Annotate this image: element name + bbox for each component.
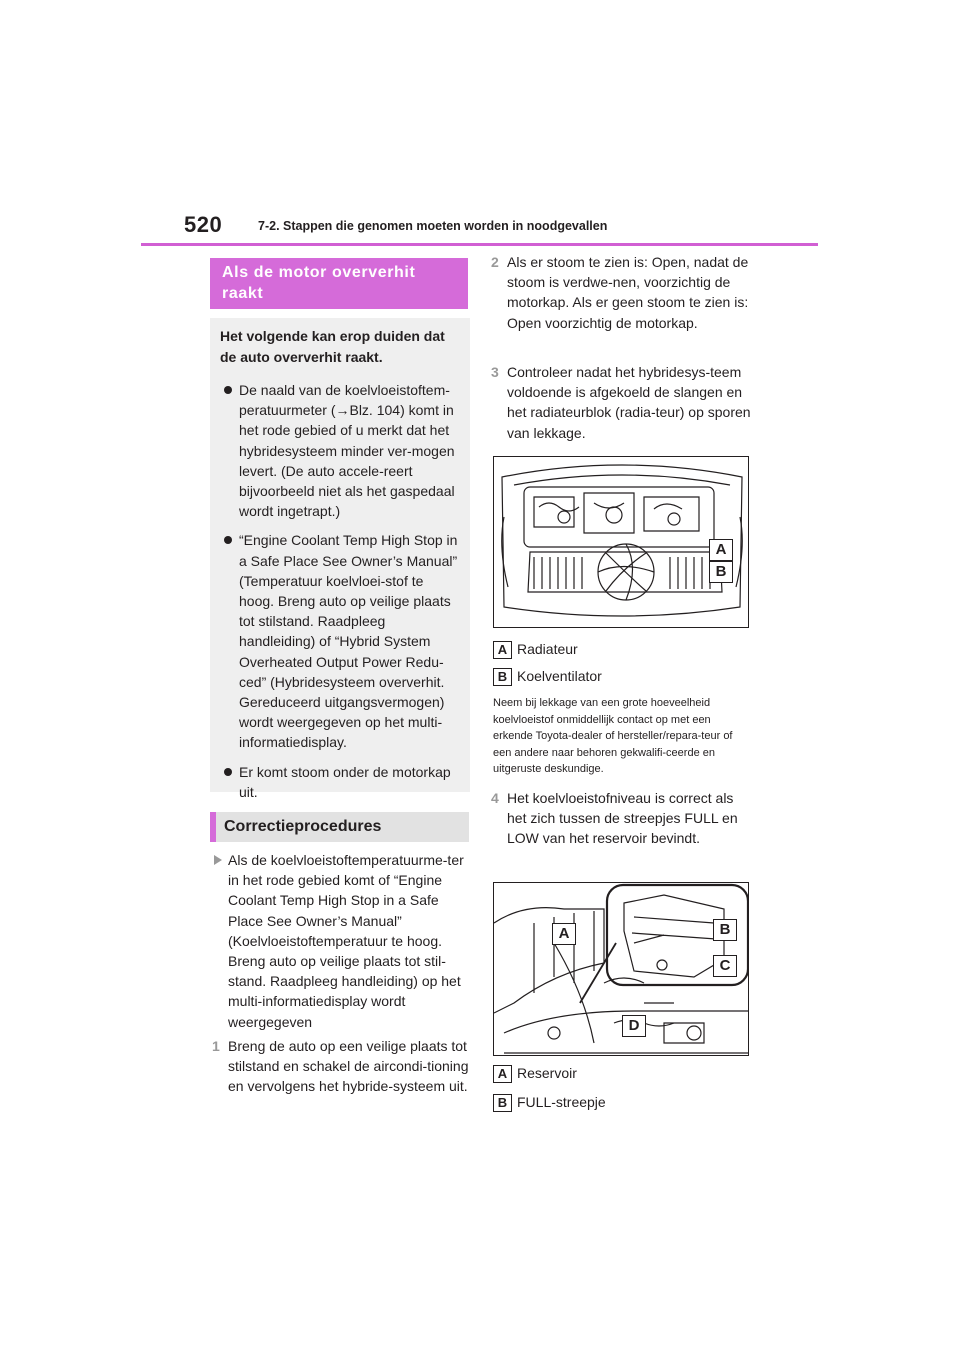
step-text: Als er stoom te zien is: Open, nadat de stoom is verdwe-nen, voorzichtig de motorkap. Als er geen stoom te zien is: Open voorzichtig de motorkap. [507, 254, 749, 331]
callout-b: B [713, 919, 737, 941]
legend-label: FULL-streepje [517, 1094, 606, 1110]
callout-d: D [622, 1015, 646, 1037]
step-3 [491, 362, 751, 450]
section-heading-procedures: Correctieprocedures [210, 812, 469, 842]
symptoms-box [210, 318, 470, 800]
leak-note: Neem bij lekkage van een grote hoeveelheid koelvloeistof onmiddellijk contact op met een erkende Toyota-dealer of hersteller/repara-teur of een andere naar behoren gekwalifi-ceerde en uitgeruste deskundige. [493, 697, 733, 776]
step-number: 2 [491, 254, 499, 270]
symptom-item: “Engine Coolant Temp High Stop in a Safe Place See Owner’s Manual” (Temperatuur koelvloei-stof te hoog. Breng auto op veilige plaats tot stilstand. Raadpleeg handleiding) of “Hybrid System Overheated Output Power Redu-ced” (Hybridesysteem oververhit. Gereduceerd uitgangsvermogen) wordt weergegeven op het multi-informatiedisplay. [220, 530, 460, 752]
chapter-title: 7-2. Stappen die genomen moeten worden in noodgevallen [258, 219, 608, 233]
step-text: Het koelvloeistofniveau is correct als het zich tussen de streepjes FULL en LOW van het reservoir bevindt. [507, 790, 738, 847]
procedure-left-column [212, 850, 470, 1103]
step-2 [491, 252, 751, 340]
callout-c: C [713, 955, 737, 977]
legend-label: Reservoir [517, 1065, 577, 1081]
legend-key: B [493, 1094, 512, 1112]
legend-label: Koelventilator [517, 668, 602, 684]
step-number: 4 [491, 790, 499, 806]
step-1 [212, 1036, 470, 1097]
step-number: 3 [491, 364, 499, 380]
symptoms-intro: Het volgende kan erop duiden dat de auto oververhit raakt. [220, 328, 445, 365]
symptom-item: De naald van de koelvloeistoftem-peratuurmeter (→Blz. 104) komt in het rode gebied of u merkt dat het hybridesysteem minder ver-mogen levert. (De auto accele-reert bijvoorbeeld niet als het gaspedaal wordt ingetrapt.) [220, 380, 460, 521]
engine-bay-illustration [493, 456, 749, 628]
page-number: 520 [184, 212, 223, 237]
callout-b: B [709, 561, 733, 583]
legend-label: Radiateur [517, 641, 578, 657]
header-divider [141, 243, 818, 246]
legend-key: B [493, 668, 512, 686]
step-text: Breng de auto op een veilige plaats tot stilstand en schakel de aircondi-tioning en vervolgens het hybride-systeem uit. [228, 1037, 469, 1095]
reservoir-illustration [493, 882, 749, 1056]
legend-item-fan [493, 666, 602, 686]
legend-item-radiator [493, 639, 578, 659]
step-number: 1 [212, 1037, 220, 1054]
section-heading-overheating: Als de motor oververhit raakt [210, 258, 468, 309]
legend-item-reservoir [493, 1063, 577, 1083]
callout-a: A [709, 539, 733, 561]
step-text: Controleer nadat het hybridesys-teem voldoende is afgekoeld de slangen en het radiateurblok (radia-teur) op sporen van lekkage. [507, 364, 751, 441]
symptom-item: Er komt stoom onder de motorkap uit. [220, 762, 460, 802]
legend-key: A [493, 641, 512, 659]
legend-item-full-mark [493, 1092, 606, 1112]
callout-a: A [552, 923, 576, 945]
step-4 [491, 788, 751, 856]
legend-key: A [493, 1065, 512, 1083]
condition-item: Als de koelvloeistoftemperatuurme-ter in het rode gebied komt of “Engine Coolant Temp High Stop in a Safe Place See Owner’s Manual” (Koelvloeistoftemperatuur te hoog. Breng auto op veilige plaats tot stil-stand. Raadpleeg handleiding) op het multi-informatiedisplay wordt weergegeven [212, 850, 470, 1032]
